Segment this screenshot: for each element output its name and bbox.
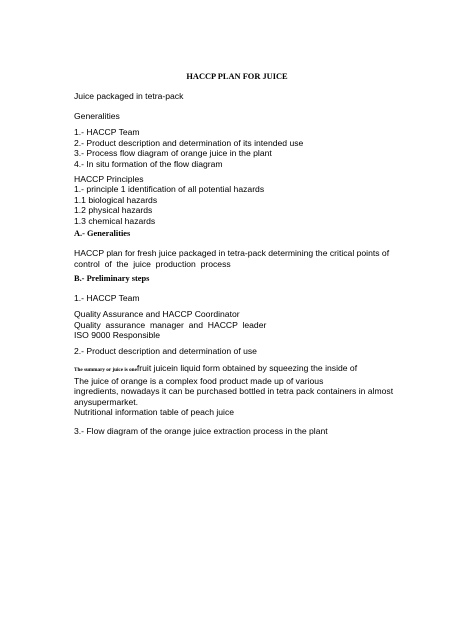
team-list: [74, 309, 404, 341]
document-title: HACCP PLAN FOR JUICE: [186, 72, 288, 81]
generalities-heading: Generalities: [74, 111, 120, 121]
section-a-paragraph: [74, 248, 404, 269]
team-heading: 1.- HACCP Team: [74, 293, 140, 303]
paragraph-text: fruit juicein liquid form obtained by squeezing the inside of: [136, 363, 358, 373]
paragraph-line: anysupermarket.: [74, 396, 139, 407]
paragraph-line: HACCP plan for fresh juice packaged in tetra-pack determining the critical points of: [74, 248, 390, 258]
list-item: Quality assurance manager and HACCP leader: [74, 319, 267, 330]
list-item: 1.- principle 1 identification of all potential hazards: [74, 184, 265, 194]
section-a-heading: A.- Generalities: [74, 229, 131, 238]
paragraph-line: The juice of orange is a complex food product made up of various: [74, 375, 324, 386]
list-item: ISO 9000 Responsible: [74, 330, 160, 341]
product-heading: 2.- Product description and determination of use: [74, 346, 257, 356]
list-item: 1.1 biological hazards: [74, 194, 158, 205]
list-item: 4.- In situ formation of the flow diagram: [74, 158, 223, 169]
generalities-list: [74, 127, 404, 169]
list-item: 1.3 chemical hazards: [74, 215, 156, 226]
document-subtitle: Juice packaged in tetra-pack: [74, 91, 184, 101]
list-item: 2.- Product description and determination of its intended use: [74, 137, 304, 148]
principles-list: [74, 184, 404, 226]
nutrition-text: Nutritional information table of peach juice: [74, 407, 235, 417]
list-item: 1.- HACCP Team: [74, 127, 140, 137]
paragraph-line: control of the juice production process: [74, 258, 231, 269]
list-item: 1.2 physical hazards: [74, 205, 153, 216]
product-paragraph: [74, 363, 404, 407]
list-item: 3.- Process flow diagram of orange juice in the plant: [74, 148, 272, 159]
paragraph-line: [74, 363, 404, 376]
paragraph-line: ingredients, nowadays it can be purchased bottled in tetra pack containers in almost: [74, 386, 394, 397]
flow-diagram-text: 3.- Flow diagram of the orange juice extraction process in the plant: [74, 426, 328, 436]
section-b-heading: B.- Preliminary steps: [74, 274, 150, 283]
principles-heading: HACCP Principles: [74, 174, 144, 184]
small-prefix-text: The summary or juice is one: [74, 367, 137, 373]
list-item: Quality Assurance and HACCP Coordinator: [74, 309, 240, 319]
